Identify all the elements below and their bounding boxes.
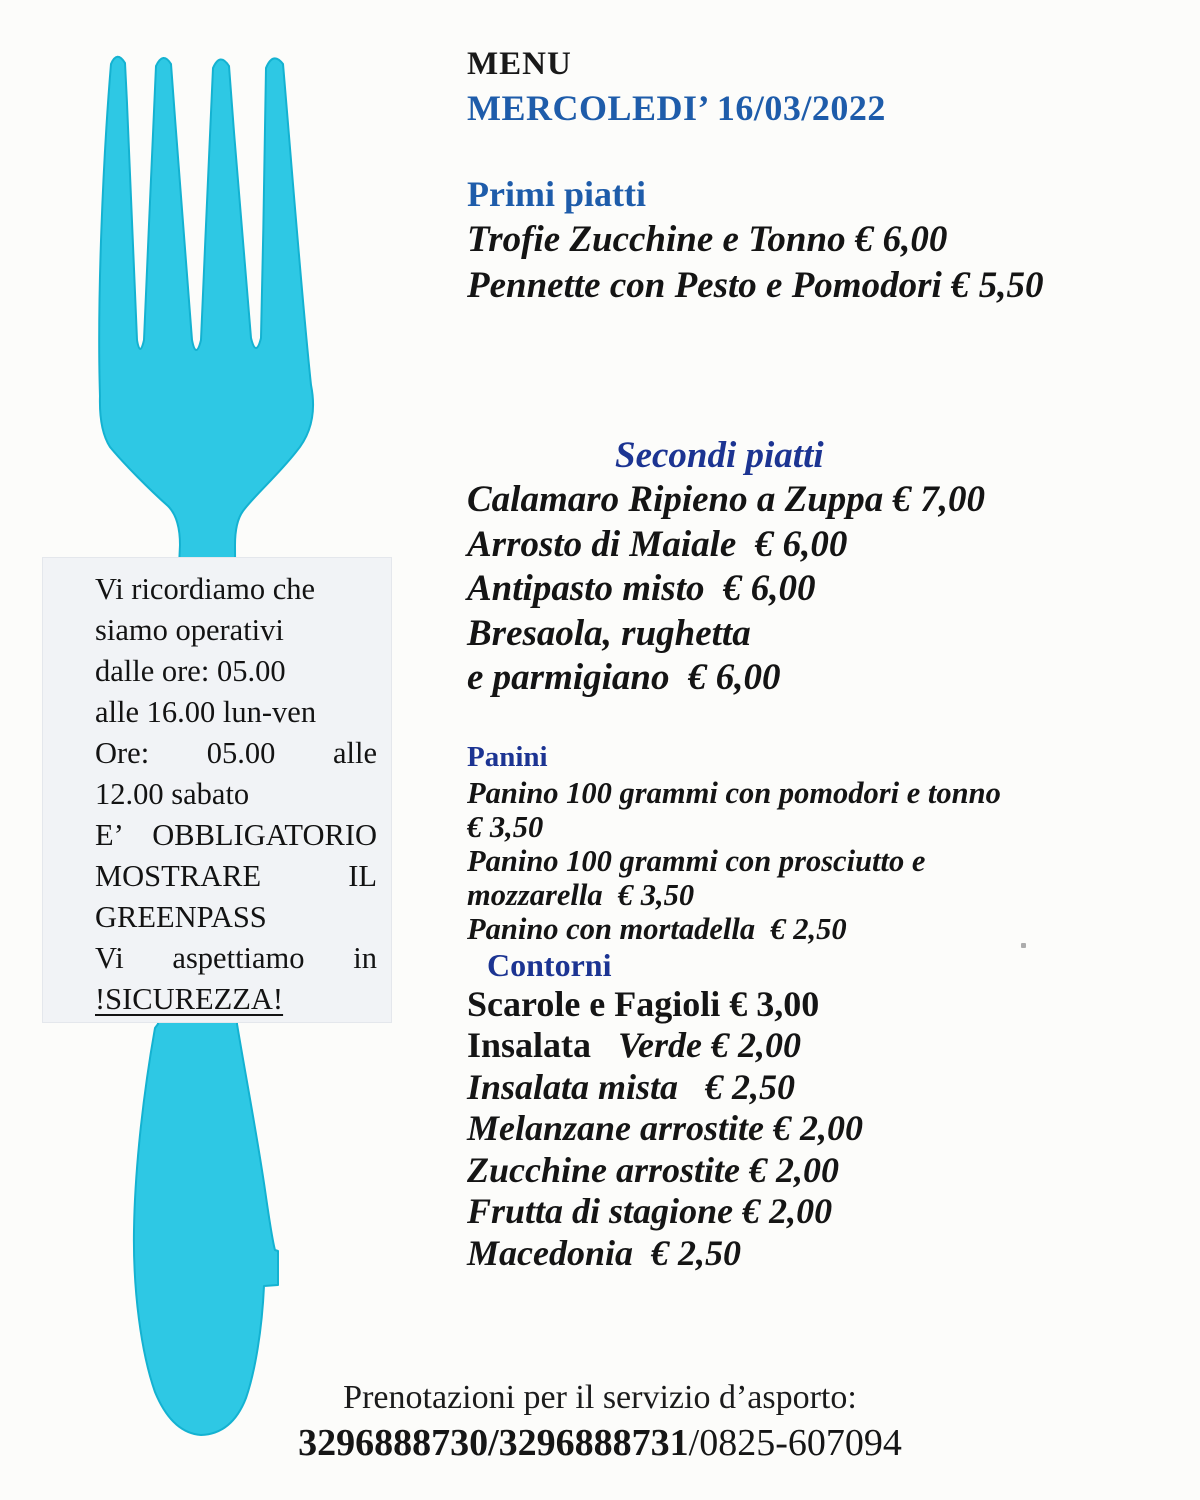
notice-text: siamo operativi bbox=[95, 613, 284, 647]
notice-text: MOSTRARE IL bbox=[95, 859, 377, 893]
notice-line bbox=[95, 815, 377, 856]
section-heading-contorni: Contorni bbox=[487, 946, 612, 983]
notice-line-sicurezza bbox=[95, 979, 377, 1020]
menu-item bbox=[467, 1067, 1167, 1109]
notice-text: Ore: 05.00 alle bbox=[95, 736, 377, 770]
notice-text: Vi aspettiamo in bbox=[95, 941, 377, 975]
notice-line bbox=[95, 856, 377, 897]
item-text-roman: Scarole e Fagioli € 3,00 bbox=[467, 983, 820, 1024]
menu-item: Pennette con Pesto e Pomodori € 5,50 bbox=[467, 265, 1044, 306]
menu-date: MERCOLEDI’ 16/03/2022 bbox=[467, 88, 886, 128]
menu-item bbox=[467, 1150, 1167, 1192]
menu-item: Antipasto misto € 6,00 bbox=[467, 568, 816, 609]
item-text-italic: Melanzane arrostite € 2,00 bbox=[467, 1108, 864, 1148]
menu-item: Panino con mortadella € 2,50 bbox=[467, 911, 847, 946]
menu-title: MENU bbox=[467, 46, 572, 82]
menu-item bbox=[467, 1108, 1167, 1150]
notice-text: dalle ore: 05.00 bbox=[95, 654, 286, 688]
notice-text: alle 16.00 lun-ven bbox=[95, 695, 317, 729]
notice-line bbox=[95, 774, 377, 815]
section-primi-items bbox=[467, 217, 1167, 309]
menu-content bbox=[467, 46, 1167, 1274]
menu-item bbox=[467, 1191, 1167, 1233]
item-text-italic: Verde € 2,00 bbox=[600, 1025, 802, 1065]
menu-item: Panino 100 grammi con pomodori e tonno bbox=[467, 775, 1001, 810]
menu-item bbox=[467, 1025, 1167, 1067]
section-panini-items bbox=[467, 776, 1167, 946]
section-contorni-items bbox=[467, 984, 1167, 1275]
footer bbox=[150, 1378, 1050, 1466]
item-text-italic: Frutta di stagione € 2,00 bbox=[467, 1191, 833, 1231]
section-heading-primi: Primi piatti bbox=[467, 174, 646, 214]
item-text-italic: Zucchine arrostite € 2,00 bbox=[467, 1149, 840, 1190]
item-text-italic: Insalata mista € 2,50 bbox=[467, 1066, 796, 1107]
menu-item bbox=[467, 984, 1167, 1026]
menu-item: mozzarella € 3,50 bbox=[467, 877, 695, 912]
menu-item: Arrosto di Maiale € 6,00 bbox=[467, 523, 848, 565]
item-text-italic: Macedonia € 2,50 bbox=[467, 1232, 741, 1273]
notice-line bbox=[95, 569, 377, 610]
item-text-roman: Insalata bbox=[467, 1025, 601, 1065]
notice-line bbox=[95, 692, 377, 733]
section-secondi-items bbox=[467, 478, 1167, 701]
notice-text: GREENPASS bbox=[95, 900, 267, 934]
notice-text: E’ OBBLIGATORIO bbox=[95, 818, 377, 852]
menu-item: € 3,50 bbox=[467, 809, 544, 844]
notice-line bbox=[95, 610, 377, 651]
notice-text: Vi ricordiamo che bbox=[95, 572, 316, 606]
notice-text: 12.00 sabato bbox=[95, 777, 250, 811]
reservation-label: Prenotazioni per il servizio d’asporto: bbox=[343, 1379, 857, 1416]
menu-item: Panino 100 grammi con prosciutto e bbox=[467, 843, 926, 878]
notice-line bbox=[95, 938, 377, 979]
phone-numbers-bold: 3296888730/3296888731 bbox=[298, 1422, 689, 1464]
menu-item: Trofie Zucchine e Tonno € 6,00 bbox=[467, 219, 948, 260]
notice-line bbox=[95, 897, 377, 938]
notice-line bbox=[95, 651, 377, 692]
section-heading-secondi: Secondi piatti bbox=[615, 435, 824, 476]
notice-line bbox=[95, 733, 377, 774]
menu-item bbox=[467, 1233, 1167, 1275]
section-heading-panini: Panini bbox=[467, 740, 548, 773]
menu-item: Calamaro Ripieno a Zuppa € 7,00 bbox=[467, 479, 986, 520]
menu-item: e parmigiano € 6,00 bbox=[467, 657, 781, 698]
menu-item: Bresaola, rughetta bbox=[467, 612, 751, 654]
notice-text: !SICUREZZA! bbox=[95, 982, 284, 1016]
phone-numbers bbox=[150, 1420, 1050, 1466]
phone-number-regular: /0825-607094 bbox=[688, 1422, 902, 1464]
notice-box bbox=[42, 557, 392, 1023]
